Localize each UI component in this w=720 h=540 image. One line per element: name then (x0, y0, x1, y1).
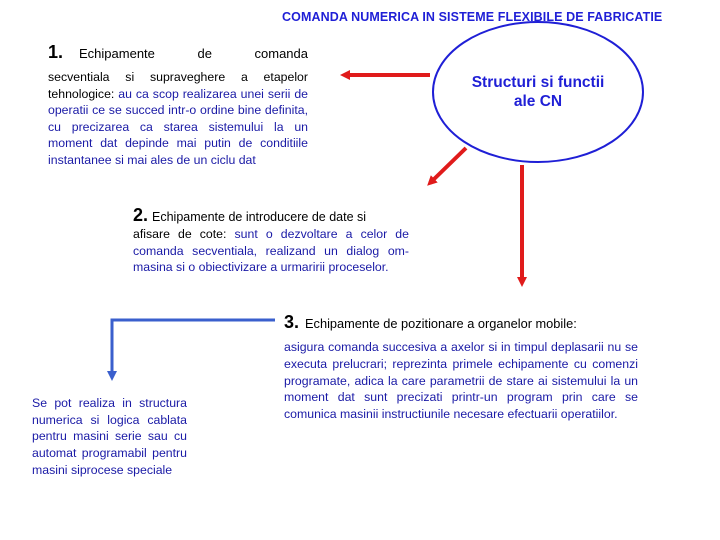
arrow-to-section-2 (430, 148, 466, 183)
center-label: Structuri si functii ale CN (471, 74, 605, 110)
section-1-text-a: secventiala si supraveghere a etapelor tehnologice: (48, 70, 308, 101)
section-1-body (48, 69, 308, 169)
section-1-text-b: au ca scop realizarea unei serii de operatii ce se succed intr-o ordine bine definita, cu precizarea ca starea sistemului la un moment dat depinde mai putin de conditiile instantanee si mai ales de un ciclu dat (48, 86, 308, 167)
section-2-heading (133, 205, 413, 226)
section-3-heading (284, 312, 644, 333)
section-3-body: asigura comanda succesiva a axelor si in timpul deplasarii nu se executa prelucrari; reprezinta primele echipamente cu comenzi programate, adica la care parametrii de stare ai sistemului la un moment dat sunt precizati printr-un program prin care se comunica masinii instructiunile necesare efectuarii operatiilor. (284, 340, 638, 422)
arrow-to-section-4 (112, 320, 275, 377)
section-3-heading-text: Echipamente de pozitionare a organelor mobile: (305, 316, 577, 331)
section-2-number: 2. (133, 205, 149, 225)
section-2-heading-text: Echipamente de introducere de date si (152, 210, 367, 224)
section-1-heading-text: Echipamente de comanda (79, 46, 308, 61)
section-2-text-b: sunt o dezvoltare a celor de comanda secventiala, realizand un dialog om-masina si o obiectivizare a urmaririi proceselor. (133, 227, 409, 275)
section-3-number: 3. (284, 312, 300, 332)
page-title: COMANDA NUMERICA IN SISTEME FLEXIBILE DE FABRICATIE (282, 10, 663, 24)
section-1-heading (48, 42, 308, 63)
section-1-number: 1. (48, 42, 64, 62)
section-2-body (133, 226, 409, 276)
section-4-body: Se pot realiza in structura numerica si logica cablata pentru masini serie sau cu automat programabil pentru masini siprocese speciale (32, 396, 187, 477)
section-2-text-a: afisare de cote: (133, 227, 235, 241)
